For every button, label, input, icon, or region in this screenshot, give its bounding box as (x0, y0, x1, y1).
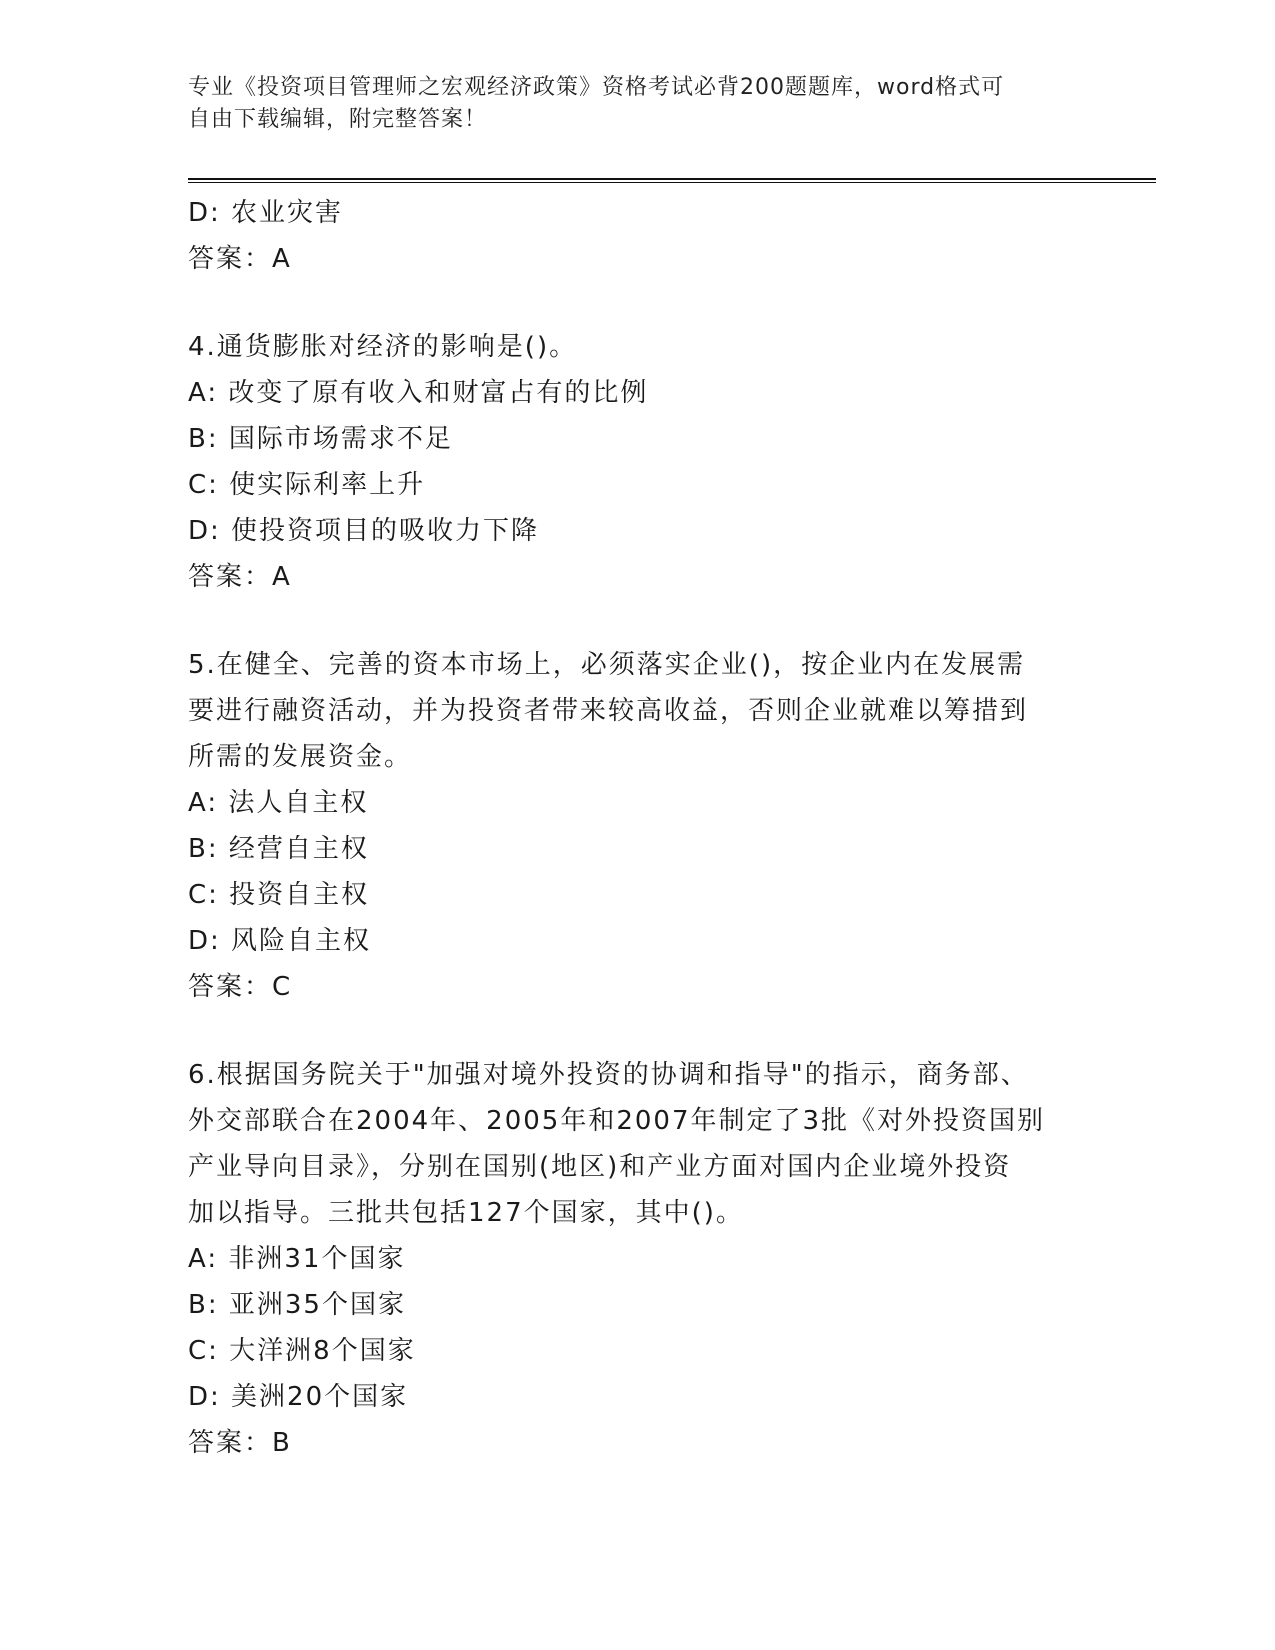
block-gap (188, 282, 1068, 324)
question-block (188, 190, 1068, 282)
question-text: 6.根据国务院关于"加强对境外投资的协调和指导"的指示，商务部、 (188, 1060, 1029, 1090)
question-text: 要进行融资活动，并为投资者带来较高收益，否则企业就难以筹措到 (188, 696, 1029, 726)
option-line: D: 使投资项目的吸收力下降 (188, 516, 540, 546)
option-line: D: 美洲20个国家 (188, 1382, 409, 1412)
answer-line: 答案：A (188, 562, 292, 592)
answer-line: 答案：B (188, 1428, 292, 1458)
question-text: 产业导向目录》，分别在国别(地区)和产业方面对国内企业境外投资 (188, 1152, 1012, 1182)
question-block (188, 1052, 1068, 1466)
option-line: C: 投资自主权 (188, 880, 370, 910)
question-text: 加以指导。三批共包括127个国家，其中()。 (188, 1198, 744, 1228)
question-text: 4.通货膨胀对经济的影响是()。 (188, 332, 578, 362)
option-line: B: 亚洲35个国家 (188, 1290, 406, 1320)
option-line: A: 非洲31个国家 (188, 1244, 406, 1274)
header-line-1: 专业《投资项目管理师之宏观经济政策》资格考试必背200题题库，word格式可 (188, 75, 1005, 100)
option-line: B: 国际市场需求不足 (188, 424, 453, 454)
answer-line: 答案：A (188, 244, 292, 274)
option-line: A: 改变了原有收入和财富占有的比例 (188, 378, 649, 408)
question-block (188, 642, 1068, 1010)
header-divider (188, 178, 1156, 183)
option-line: C: 大洋洲8个国家 (188, 1336, 416, 1366)
question-list (188, 190, 1068, 1466)
question-text: 外交部联合在2004年、2005年和2007年制定了3批《对外投资国别 (188, 1106, 1046, 1136)
answer-line: 答案：C (188, 972, 293, 1002)
option-line: A: 法人自主权 (188, 788, 369, 818)
header-line-2: 自由下载编辑，附完整答案！ (188, 107, 488, 132)
question-text: 5.在健全、完善的资本市场上，必须落实企业()，按企业内在发展需 (188, 650, 1026, 680)
block-gap (188, 1010, 1068, 1052)
option-line: D: 农业灾害 (188, 198, 344, 228)
option-line: C: 使实际利率上升 (188, 470, 426, 500)
option-line: B: 经营自主权 (188, 834, 369, 864)
option-line: D: 风险自主权 (188, 926, 372, 956)
block-gap (188, 600, 1068, 642)
document-header (188, 72, 1068, 136)
question-text: 所需的发展资金。 (188, 742, 413, 772)
question-block (188, 324, 1068, 600)
